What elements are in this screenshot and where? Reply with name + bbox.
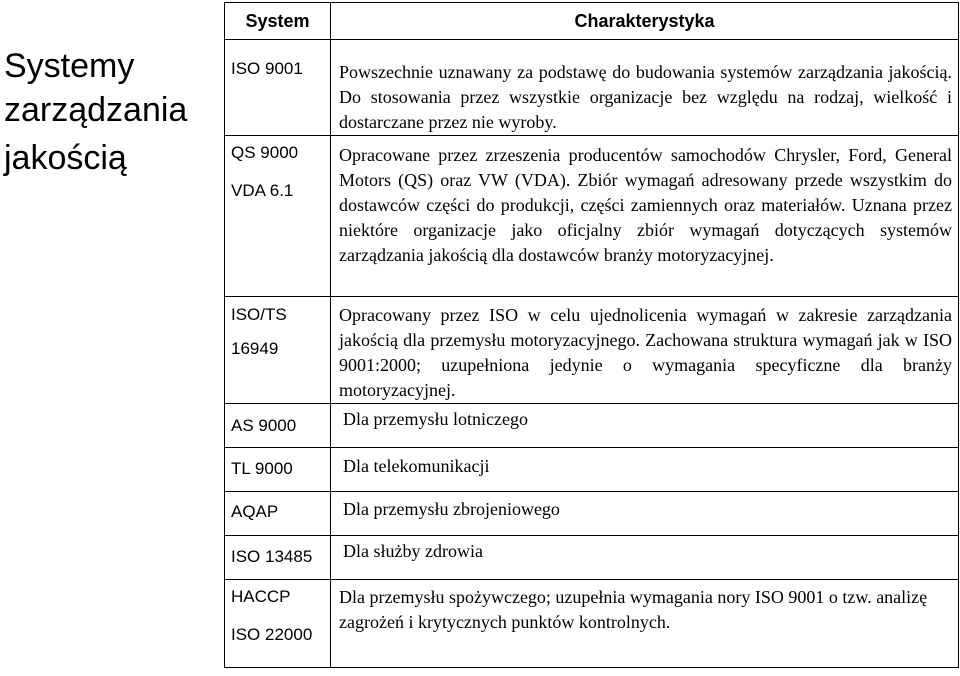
system-cell xyxy=(225,580,331,668)
table-row xyxy=(225,136,959,297)
side-title xyxy=(4,44,220,180)
system-name: AQAP xyxy=(231,502,279,521)
description-cell: Dla przemysłu lotniczego xyxy=(331,404,959,448)
table-row xyxy=(225,580,959,668)
system-cell xyxy=(225,404,331,448)
table-row xyxy=(225,404,959,448)
table-row xyxy=(225,40,959,136)
system-name: HACCP xyxy=(231,587,291,606)
system-cell xyxy=(225,492,331,536)
system-name: AS 9000 xyxy=(231,416,297,435)
description-cell: Powszechnie uznawany za podstawę do budowania systemów zarządzania jakością. Do stosowania przez wszystkie organizacje bez względu na rodzaj, wielkość i dostarczane przez nie wyroby. xyxy=(331,40,959,136)
system-name: QS 9000 xyxy=(231,143,299,162)
side-title-line-3: jakością xyxy=(4,139,127,177)
system-cell xyxy=(225,448,331,492)
quality-systems-table xyxy=(224,2,959,668)
system-cell xyxy=(225,297,331,404)
table-row xyxy=(225,297,959,404)
description-cell: Opracowane przez zrzeszenia producentów samochodów Chrysler, Ford, General Motors (QS) oraz VW (VDA). Zbiór wymagań adresowany przede wszystkim do dostawców części do produkcji, części zamiennych oraz materiałów. Uznana przez niektóre organizacje jako oficjalny zbiór wymagań dotyczących systemów zarządzania jakością dla dostawców branży motoryzacyjnej. xyxy=(331,136,959,297)
system-name: ISO 9001 xyxy=(231,59,303,78)
side-title-line-1: Systemy xyxy=(4,47,135,85)
system-name: ISO/TS xyxy=(231,305,287,324)
header-description: Charakterystyka xyxy=(331,3,959,40)
system-cell xyxy=(225,536,331,580)
system-name: 16949 xyxy=(231,339,279,358)
description-cell: Dla służby zdrowia xyxy=(331,536,959,580)
system-name: ISO 22000 xyxy=(231,625,313,644)
system-cell xyxy=(225,40,331,136)
system-name: VDA 6.1 xyxy=(231,181,294,200)
header-system: System xyxy=(225,3,331,40)
system-cell xyxy=(225,136,331,297)
description-cell: Dla telekomunikacji xyxy=(331,448,959,492)
table-row xyxy=(225,448,959,492)
description-cell: Dla przemysłu zbrojeniowego xyxy=(331,492,959,536)
table-header-row xyxy=(225,3,959,40)
system-name: TL 9000 xyxy=(231,459,293,478)
table-row xyxy=(225,492,959,536)
side-title-line-2: zarządzania xyxy=(4,91,188,129)
system-name: ISO 13485 xyxy=(231,547,313,566)
table-row xyxy=(225,536,959,580)
description-cell: Dla przemysłu spożywczego; uzupełnia wymagania nory ISO 9001 o tzw. analizę zagrożeń i krytycznych punktów kontrolnych. xyxy=(331,580,959,668)
description-cell: Opracowany przez ISO w celu ujednolicenia wymagań w zakresie zarządzania jakością dla przemysłu motoryzacyjnego. Zachowana struktura wymagań jak w ISO 9001:2000; uzupełniona jedynie o wymagania specyficzne dla branży motoryzacyjnej. xyxy=(331,297,959,404)
